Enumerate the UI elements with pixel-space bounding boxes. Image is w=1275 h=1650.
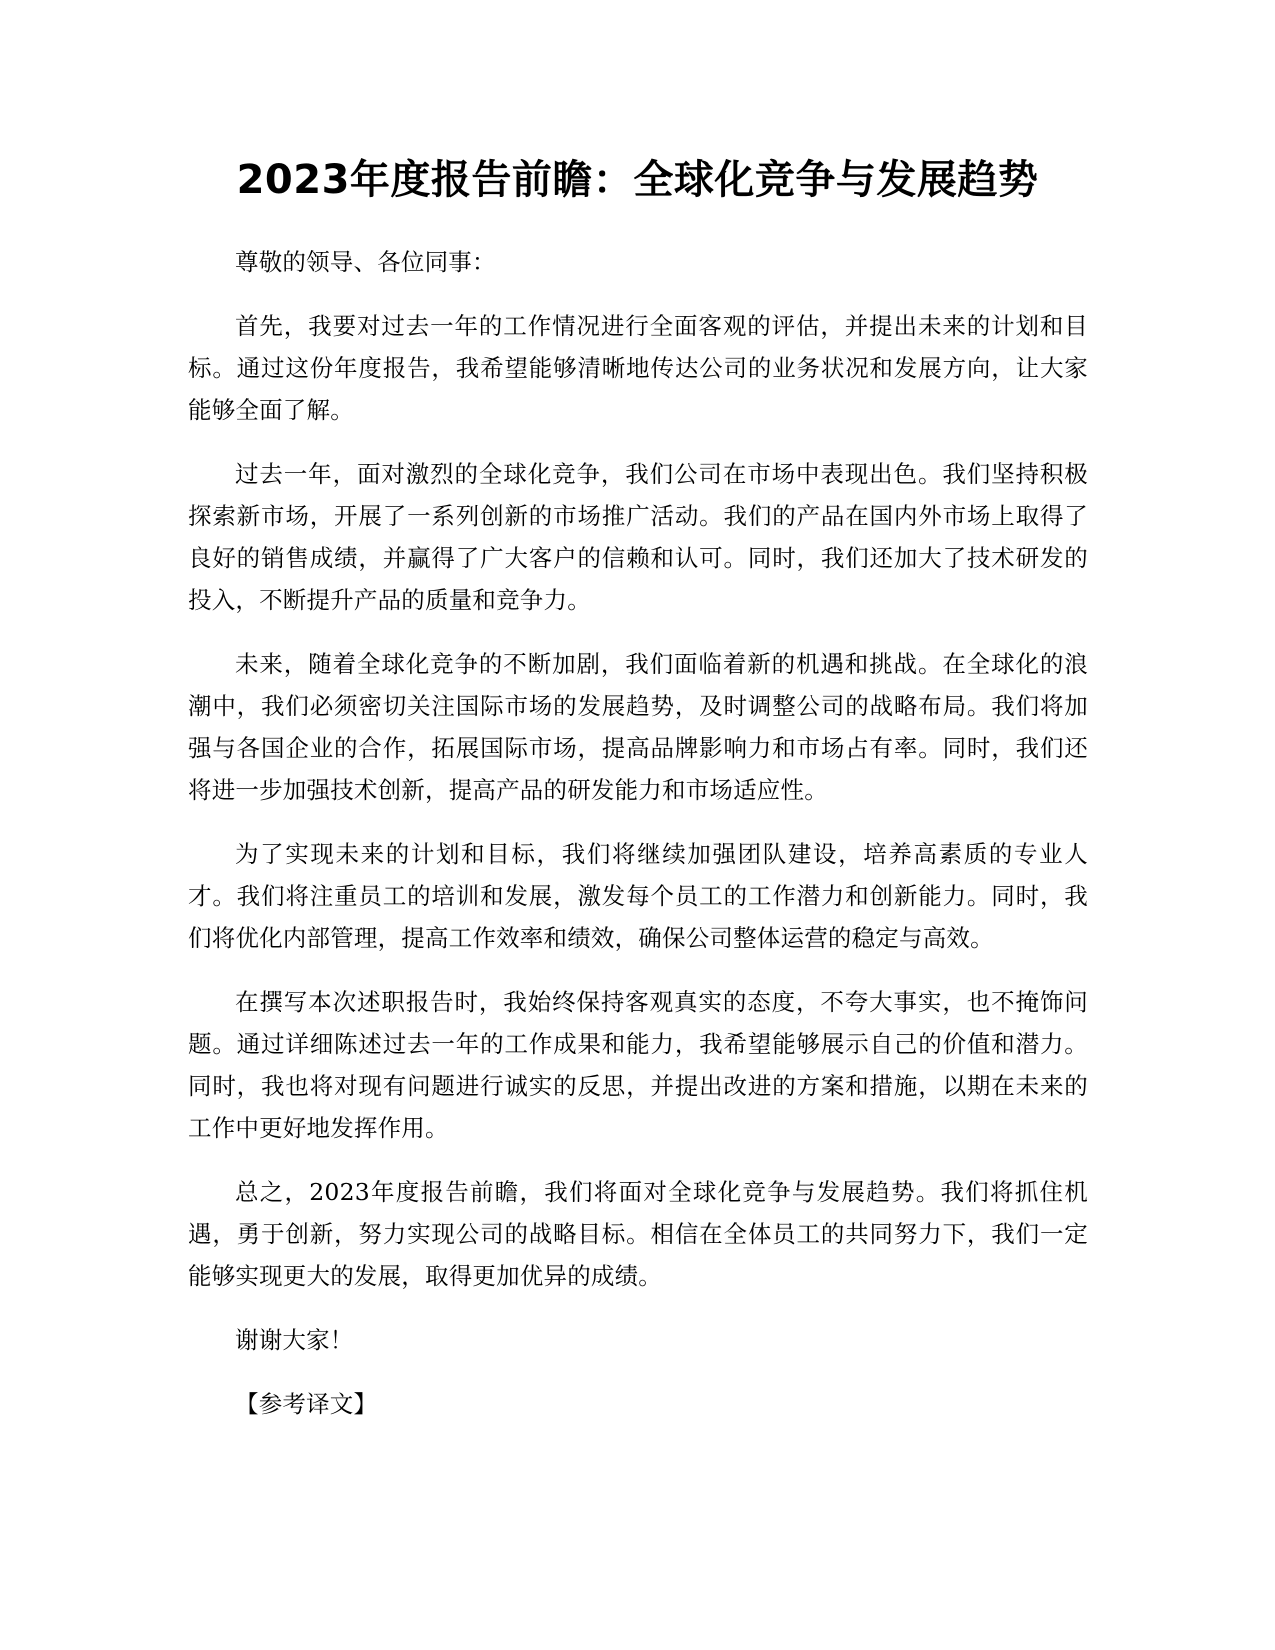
document-body: [188, 241, 1088, 1447]
reference-translation-heading: 【参考译文】: [235, 1390, 378, 1418]
paragraph-conclusion: 总之，2023年度报告前瞻，我们将面对全球化竞争与发展趋势。我们将抓住机遇，勇于创新，努力实现公司的战略目标。相信在全体员工的共同努力下，我们一定能够实现更大的发展，取得更加优异的成绩。: [188, 1178, 1088, 1290]
closing-thanks: 谢谢大家！: [235, 1326, 354, 1354]
document-title: 2023年度报告前瞻：全球化竞争与发展趋势: [236, 157, 1039, 203]
paragraph-report-attitude: 在撰写本次述职报告时，我始终保持客观真实的态度，不夸大事实，也不掩饰问题。通过详细陈述过去一年的工作成果和能力，我希望能够展示自己的价值和潜力。同时，我也将对现有问题进行诚实的反思，并提出改进的方案和措施，以期在未来的工作中更好地发挥作用。: [188, 988, 1088, 1142]
salutation: 尊敬的领导、各位同事：: [235, 248, 496, 276]
paragraph-future: 未来，随着全球化竞争的不断加剧，我们面临着新的机遇和挑战。在全球化的浪潮中，我们必须密切关注国际市场的发展趋势，及时调整公司的战略布局。我们将加强与各国企业的合作，拓展国际市场，提高品牌影响力和市场占有率。同时，我们还将进一步加强技术创新，提高产品的研发能力和市场适应性。: [188, 650, 1088, 804]
paragraph-past-year: 过去一年，面对激烈的全球化竞争，我们公司在市场中表现出色。我们坚持积极探索新市场，开展了一系列创新的市场推广活动。我们的产品在国内外市场上取得了良好的销售成绩，并赢得了广大客户的信赖和认可。同时，我们还加大了技术研发的投入，不断提升产品的质量和竞争力。: [188, 460, 1088, 614]
paragraph-team: 为了实现未来的计划和目标，我们将继续加强团队建设，培养高素质的专业人才。我们将注重员工的培训和发展，激发每个员工的工作潜力和创新能力。同时，我们将优化内部管理，提高工作效率和绩效，确保公司整体运营的稳定与高效。: [188, 840, 1088, 952]
paragraph-intro: 首先，我要对过去一年的工作情况进行全面客观的评估，并提出未来的计划和目标。通过这份年度报告，我希望能够清晰地传达公司的业务状况和发展方向，让大家能够全面了解。: [188, 312, 1088, 424]
